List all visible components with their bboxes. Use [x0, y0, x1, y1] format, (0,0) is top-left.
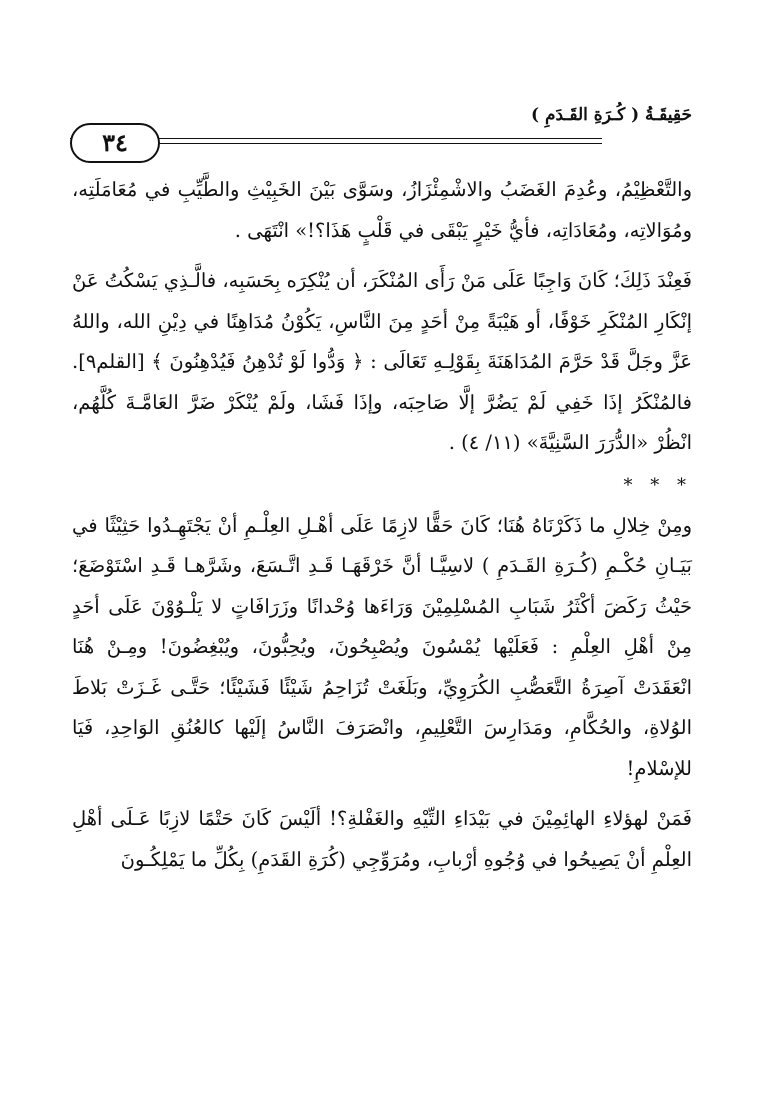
paragraph-4: فَمَنْ لهؤلاءِ الهائِمِيْنَ في بَيْدَاءِ التِّيْهِ والغَفْلةِ؟! ألَيْسَ كَانَ حَتْمًا لازِبًا عَـلَى أهْلِ العِلْمِ أنْ يَصِيحُوا في وُجُوهِ أرْبابِ، ومُرَوِّجِي (كُرَةِ القَدَمِ) بِكُلِّ ما يَمْلِكُـونَ: [72, 807, 692, 871]
page-header: [70, 105, 692, 155]
paragraph-1: والتَّعْظِيْمُ، وعُدِمَ الغَضَبُ والاشْمِئْزَازُ، وسَوَّى بَيْنَ الخَبِيْثِ والطَّيِّبِ في مُعَامَلَتِه، ومُوَالاتِه، ومُعَادَاتِه، فأيُّ خَيْرٍ يَبْقَى في قَلْبٍ هَذَا؟!» انْتَهَى .: [72, 178, 692, 242]
paragraph-3: ومِنْ خِلالِ ما ذَكَرْنَاهُ هُنَا؛ كَانَ حَقًّا لازِمًا عَلَى أهْـلِ العِلْـمِ أنْ يَجْتَهِـدُوا حَثِيْثًا في بَيَـانِ حُكْـمِ (كُـرَةِ القَـدَمِ ) لاسِيَّـا أنَّ خَرْقَهَـا قَـدِ اتَّـسَعَ، وشَرَّهـا قَـدِ اسْتَوْضَعَ؛ حَيْثُ رَكَضَ أكْثَرُ شَبَابِ المُسْلِمِيْنَ وَرَاءَها وُحْدانًا وزَرَافَاتٍ لا يَلْـوُوْنَ عَلَى أحَدٍ مِنْ أهْلِ العِلْمِ : فَعَلَيْها يُمْسُونَ ويُصْبِحُونَ، ويُحِبُّونَ، ويُبْغِضُونَ! ومِـنْ هُنَا انْعَقَدَتْ آصِرَةُ التَّعَصُّبِ الكُرَوِيِّ، وبَلَغَتْ تُزَاحِمُ شَيْئًا فَشَيْئًا؛ حَتَّـى غَـزَتْ بَلاطَ الوُلاةِ، والحُكَّامِ، ومَدَارِسَ التَّعْلِيمِ، وانْصَرَفَ النَّاسُ إلَيْها كالعُنُقِ الوَاحِدِ، فَيَا للإسْلامِ!: [72, 513, 692, 780]
paragraph-2: فَعِنْدَ ذَلِكَ؛ كَانَ وَاجِبًا عَلَى مَنْ رَأَى المُنْكَرَ، أن يُنْكِرَه بِحَسَبِه، فالَّـذِي يَسْكُتُ عَنْ إنْكَارِ المُنْكَرِ خَوْفًا، أو هَيْبَةً مِنْ أحَدٍ مِنَ النَّاسِ، يَكُوْنُ مُدَاهِنًا في دِيْنِ الله، واللهُ عَزَّ وجَلَّ قَدْ حَرَّمَ المُدَاهَنَةَ بِقَوْلِـهِ تَعَالَى : ﴿ وَدُّوا لَوْ تُدْهِنُ فَيُدْهِنُونَ ﴾ [القلم٩]. فالمُنْكَرُ إذَا خَفِي لَمْ يَضُرَّ إلَّا صَاحِبَه، وإذَا فَشَا، ولَمْ يُنْكَرْ ضَرَّ العَامَّـةَ كُلَّهُم، انْظُرْ «الدُّرَرَ السَّنِيَّةَ» (١١/ ٤) .: [72, 269, 692, 454]
body-text: [72, 170, 692, 880]
section-separator: * * *: [623, 474, 692, 496]
page-number-badge: ٣٤: [70, 123, 160, 163]
running-title: حَقِيقَـةُ ( كُـرَةِ القَـدَمِ ): [531, 105, 692, 125]
